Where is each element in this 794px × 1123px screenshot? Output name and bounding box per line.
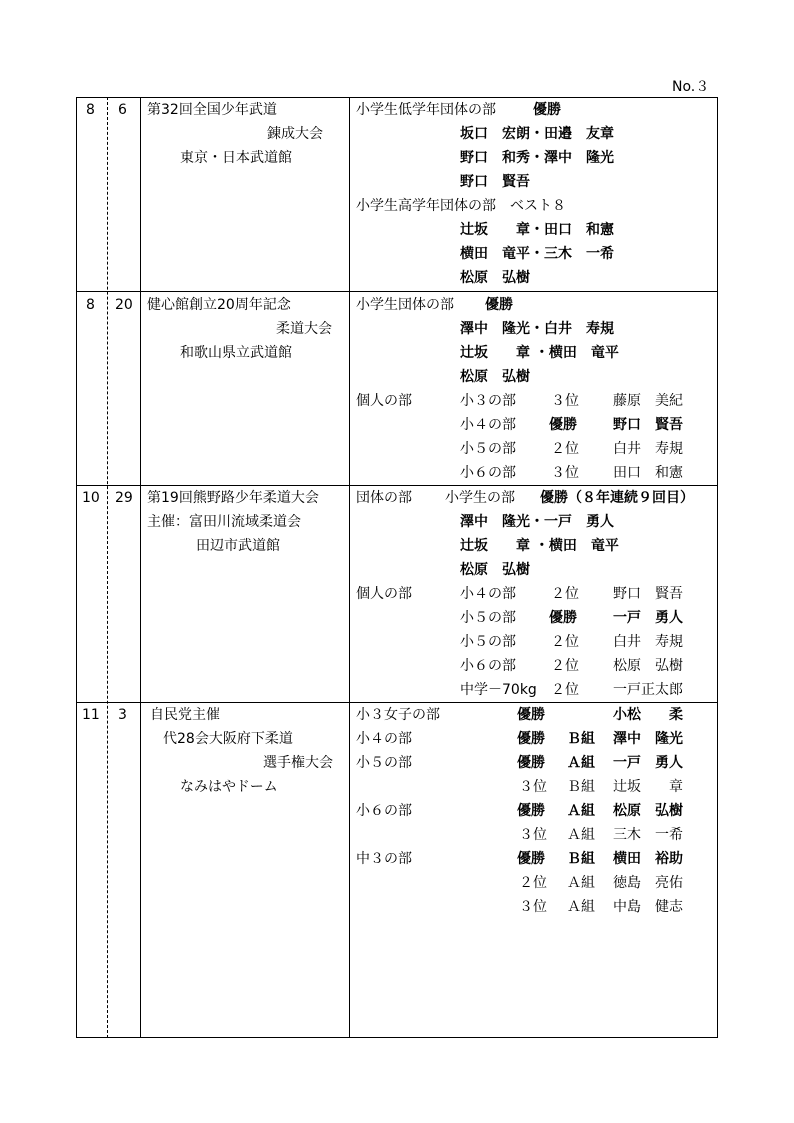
event-name-line: 選手権大会 — [263, 755, 333, 771]
month-day-divider — [107, 97, 108, 1038]
event-month: 8 — [86, 297, 95, 313]
placing: 優勝 — [517, 731, 545, 747]
row-divider — [76, 485, 718, 486]
event-venue: なみはやドーム — [180, 779, 278, 795]
division-label: 小学生高学年団体の部 ベスト８ — [356, 198, 566, 214]
group: Ｂ組 — [567, 851, 595, 867]
division-label: 小学生団体の部 — [356, 297, 454, 313]
athlete-name: 三木 一希 — [613, 827, 683, 843]
event-organizer: 自民党主催 — [150, 707, 220, 723]
group: Ａ組 — [567, 755, 595, 771]
category: 中学－70kg — [460, 682, 537, 698]
team-members: 澤中 隆光・一戸 勇人 — [460, 514, 614, 530]
athlete-name: 小松 柔 — [613, 707, 683, 723]
team-members: 辻坂 章 ・横田 竜平 — [460, 345, 619, 361]
event-month: 8 — [86, 102, 95, 118]
placing: 優勝 — [517, 755, 545, 771]
event-month: 11 — [82, 707, 100, 723]
placing: ２位 — [551, 658, 579, 674]
team-members: 横田 竜平・三木 一希 — [460, 246, 614, 262]
event-venue: 東京・日本武道館 — [180, 150, 292, 166]
division-label: 小４の部 — [356, 731, 412, 747]
placing: ２位 — [519, 875, 547, 891]
category: 小６の部 — [460, 465, 516, 481]
event-venue: 田辺市武道館 — [196, 538, 280, 554]
event-name-line: 健心館創立20周年記念 — [147, 297, 291, 313]
event-day: 20 — [115, 297, 133, 313]
division-label: 団体の部 — [356, 490, 412, 506]
event-name-line: 第19回熊野路少年柔道大会 — [147, 490, 319, 506]
placing: 優勝 — [549, 417, 577, 433]
athlete-name: 野口 賢吾 — [613, 417, 683, 433]
team-members: 坂口 宏朗・田邉 友章 — [460, 126, 614, 142]
athlete-name: 白井 寿規 — [613, 441, 683, 457]
event-name-line: 第32回全国少年武道 — [147, 102, 277, 118]
placing: 優勝 — [517, 851, 545, 867]
placing: 優勝 — [549, 610, 577, 626]
team-members: 野口 賢吾 — [460, 174, 530, 190]
athlete-name: 澤中 隆光 — [613, 731, 683, 747]
category: 小５の部 — [460, 441, 516, 457]
event-venue: 和歌山県立武道館 — [180, 345, 292, 361]
division-label: 小６の部 — [356, 803, 412, 819]
athlete-name: 一戸 勇人 — [613, 755, 683, 771]
placing: ２位 — [551, 682, 579, 698]
athlete-name: 一戸正太郎 — [613, 682, 683, 698]
event-name-line: 柔道大会 — [276, 321, 332, 337]
athlete-name: 中島 健志 — [613, 899, 683, 915]
team-members: 辻坂 章・田口 和憲 — [460, 222, 614, 238]
category: 小４の部 — [460, 586, 516, 602]
athlete-name: 野口 賢吾 — [613, 586, 683, 602]
group: Ａ組 — [567, 803, 595, 819]
category: 小５の部 — [460, 634, 516, 650]
athlete-name: 横田 裕助 — [613, 851, 683, 867]
placing: ３位 — [519, 827, 547, 843]
placing: ３位 — [551, 465, 579, 481]
division-label: 小３女子の部 — [356, 707, 440, 723]
row-divider — [76, 702, 718, 703]
athlete-name: 田口 和憲 — [613, 465, 683, 481]
placing: 優勝 — [517, 707, 545, 723]
division-label: 個人の部 — [356, 393, 412, 409]
team-members: 澤中 隆光・白井 寿規 — [460, 321, 614, 337]
athlete-name: 松原 弘樹 — [613, 803, 683, 819]
event-column-divider — [349, 97, 350, 1038]
placing: ２位 — [551, 634, 579, 650]
division-label: 中３の部 — [356, 851, 412, 867]
athlete-name: 徳島 亮佑 — [613, 875, 683, 891]
page-number: No.３ — [672, 79, 710, 95]
event-day: 29 — [115, 490, 133, 506]
athlete-name: 一戸 勇人 — [613, 610, 683, 626]
athlete-name: 白井 寿規 — [613, 634, 683, 650]
event-name-line: 代28会大阪府下柔道 — [163, 731, 293, 747]
results-table — [76, 97, 718, 1038]
athlete-name: 藤原 美紀 — [613, 393, 683, 409]
placing: ３位 — [519, 779, 547, 795]
placing: 優勝 — [517, 803, 545, 819]
team-members: 松原 弘樹 — [460, 562, 530, 578]
category: 小６の部 — [460, 658, 516, 674]
division-label: 個人の部 — [356, 586, 412, 602]
category: 小学生の部 — [445, 490, 515, 506]
placing: ２位 — [551, 441, 579, 457]
group: Ａ組 — [567, 827, 595, 843]
result-badge: 優勝 — [485, 297, 513, 313]
placing: ２位 — [551, 586, 579, 602]
group: Ａ組 — [567, 875, 595, 891]
row-divider — [76, 291, 718, 292]
team-members: 野口 和秀・澤中 隆光 — [460, 150, 614, 166]
date-column-divider — [140, 97, 141, 1038]
placing: ３位 — [551, 393, 579, 409]
division-label: 小学生低学年団体の部 — [356, 102, 496, 118]
athlete-name: 辻坂 章 — [613, 779, 683, 795]
result-badge: 優勝 — [533, 102, 561, 118]
group: Ｂ組 — [567, 779, 595, 795]
category: 小３の部 — [460, 393, 516, 409]
event-day: 6 — [118, 102, 127, 118]
team-members: 松原 弘樹 — [460, 270, 530, 286]
category: 小４の部 — [460, 417, 516, 433]
team-members: 松原 弘樹 — [460, 369, 530, 385]
category: 小５の部 — [460, 610, 516, 626]
team-members: 辻坂 章 ・横田 竜平 — [460, 538, 619, 554]
placing: ３位 — [519, 899, 547, 915]
result-badge: 優勝（８年連続９回目） — [540, 490, 694, 506]
event-day: 3 — [118, 707, 127, 723]
event-name-line: 錬成大会 — [267, 126, 323, 142]
group: Ａ組 — [567, 899, 595, 915]
division-label: 小５の部 — [356, 755, 412, 771]
event-month: 10 — [82, 490, 100, 506]
group: Ｂ組 — [567, 731, 595, 747]
event-organizer: 主催：富田川流域柔道会 — [147, 514, 301, 530]
athlete-name: 松原 弘樹 — [613, 658, 683, 674]
